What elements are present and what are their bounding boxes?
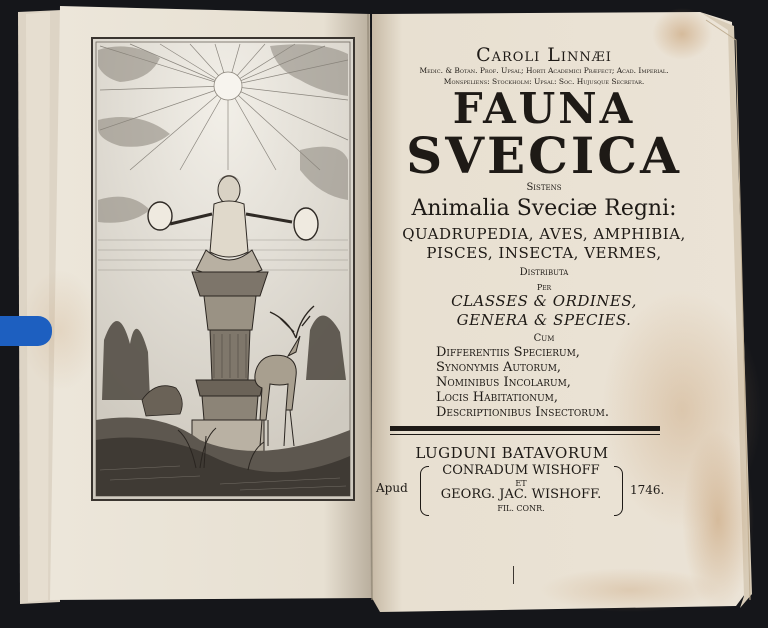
printer-line-1: CONRADUM WISHOFF (442, 463, 600, 478)
sun (214, 72, 242, 100)
subject-line: Animalia Sveciæ Regni: (411, 196, 677, 221)
contents-line-5: Descriptionibus Insectorum. (436, 405, 610, 420)
contents-line-3: Nominibus Incolarum, (436, 375, 571, 390)
ordering-line-2: GENERA & SPECIES. (456, 311, 632, 329)
author-name: Caroli Linnæi (476, 44, 612, 66)
mirror-left (148, 202, 172, 230)
right-brace (614, 466, 623, 516)
place-line: LUGDUNI BATAVORUM (415, 444, 609, 462)
blue-bookmark-tab (0, 316, 52, 346)
printer-line-4: FIL. CONR. (497, 504, 545, 513)
credentials-line-1: Medic. & Botan. Prof. Upsal; Horti Academici Præfect; Acad. Imperial. (419, 66, 669, 75)
year-label: 1746. (630, 483, 665, 497)
credentials-line-2: Monspeliens: Stockholm: Upsal: Soc. Hujusque Secretar. (443, 77, 645, 86)
double-rule-thin (390, 434, 660, 435)
classes-line-2: PISCES, INSECTA, VERMES, (426, 244, 662, 262)
contents-line-4: Locis Habitationum, (436, 390, 559, 405)
title-page (372, 0, 716, 628)
distributa-label: Distributa (519, 267, 569, 278)
title-line-2: SVECICA (406, 126, 682, 185)
double-rule (390, 426, 660, 431)
per-label: Per (536, 283, 552, 292)
contents-line-2: Synonymis Autorum, (436, 360, 562, 375)
mirror-right (294, 208, 318, 240)
sistens-label: Sistens (526, 182, 562, 193)
printer-line-3: GEORG. JAC. WISHOFF. (440, 487, 602, 502)
contents-line-1: Differentiis Specierum, (436, 345, 580, 360)
printer-mark (513, 566, 514, 584)
classes-line-1: QUADRUPEDIA, AVES, AMPHIBIA, (402, 225, 686, 243)
printer-line-2: ET (515, 479, 527, 488)
title-line-1: FAUNA (452, 84, 636, 133)
apud-label: Apud (376, 481, 408, 495)
ordering-line-1: CLASSES & ORDINES, (451, 292, 637, 310)
cum-label: Cum (533, 333, 555, 344)
